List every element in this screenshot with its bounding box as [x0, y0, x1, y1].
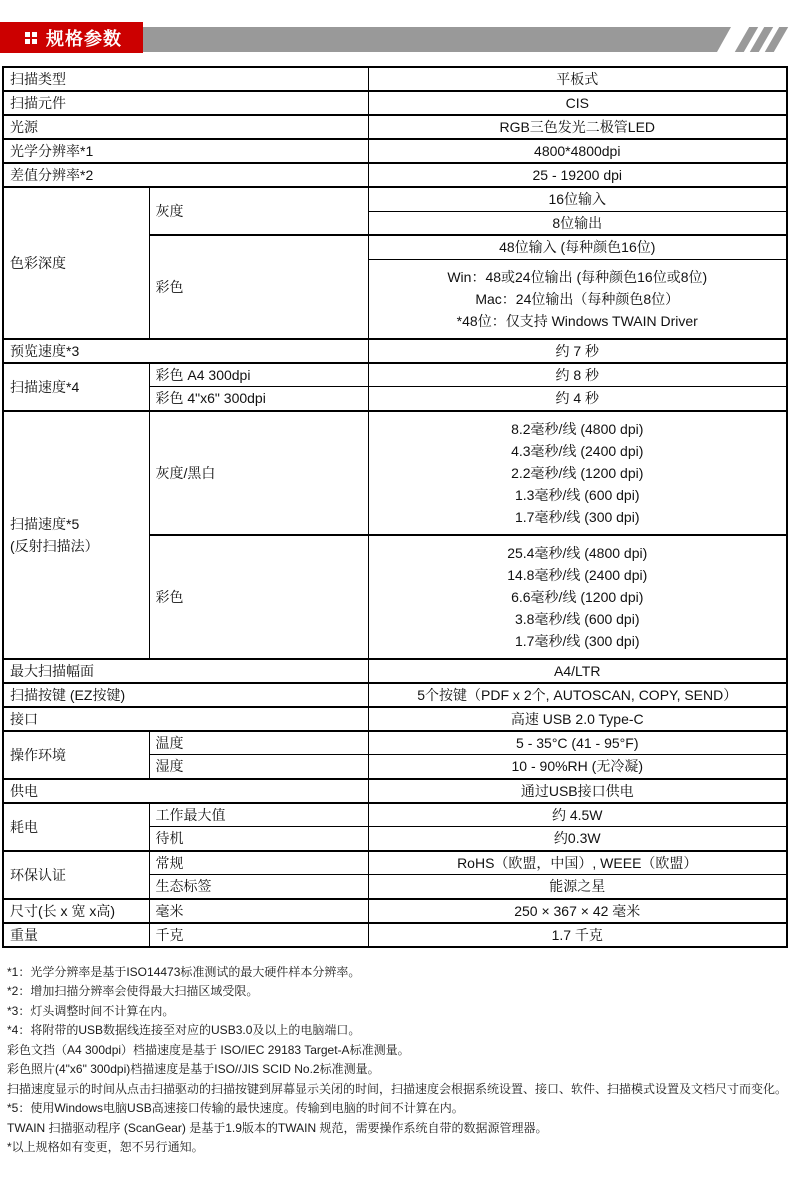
- table-row: [3, 851, 787, 875]
- spec-value-line: 6.6毫秒/线 (1200 dpi): [511, 588, 644, 605]
- banner-bar: [143, 27, 731, 52]
- spec-value-line: 1.7毫秒/线 (300 dpi): [515, 632, 640, 649]
- spec-value: 48位输入 (每种颜色16位): [368, 235, 787, 259]
- section-banner: [0, 0, 790, 62]
- spec-value: 10 - 90%RH (无冷凝): [368, 755, 787, 779]
- table-row: [3, 411, 787, 535]
- spec-value-line: 14.8毫秒/线 (2400 dpi): [507, 566, 648, 583]
- spec-label: 光学分辨率*1: [3, 139, 368, 163]
- spec-value: 能源之星: [368, 875, 787, 899]
- spec-table: [2, 66, 788, 948]
- spec-value-line: Mac：24位输出（每种颜色8位）: [475, 290, 680, 307]
- spec-value-line: 2.2毫秒/线 (1200 dpi): [511, 464, 644, 481]
- spec-sublabel: 温度: [149, 731, 368, 755]
- spec-value: 16位输入: [368, 187, 787, 211]
- section-title-box: [0, 22, 143, 53]
- table-row: [3, 67, 787, 91]
- footnote-line: *5：使用Windows电脑USB高速接口传输的最快速度。传输到电脑的时间不计算在内。: [7, 1101, 464, 1115]
- spec-value: RGB三色发光二极管LED: [368, 115, 787, 139]
- table-row: [3, 91, 787, 115]
- spec-value-multiline: [368, 411, 787, 535]
- table-row: [3, 731, 787, 755]
- spec-value: 约 7 秒: [368, 339, 787, 363]
- spec-value: A4/LTR: [368, 659, 787, 683]
- spec-label: 耗电: [3, 803, 149, 851]
- spec-sublabel: 彩色: [149, 535, 368, 659]
- spec-label: 供电: [3, 779, 368, 803]
- table-row: [3, 163, 787, 187]
- diagonal-stripes-decoration: [742, 27, 781, 52]
- spec-sublabel: 毫米: [149, 899, 368, 923]
- spec-sublabel: 生态标签: [149, 875, 368, 899]
- spec-value-multiline: [368, 535, 787, 659]
- table-row: [3, 923, 787, 947]
- spec-label: 环保认证: [3, 851, 149, 899]
- footnote-line: *1：光学分辨率是基于ISO14473标准测试的最大硬件样本分辨率。: [7, 964, 361, 979]
- spec-value-line: Win：48或24位输出 (每种颜色16位或8位): [447, 268, 708, 285]
- spec-label: 色彩深度: [3, 187, 149, 339]
- table-row: [3, 899, 787, 923]
- spec-value-line: 1.7毫秒/线 (300 dpi): [515, 508, 640, 525]
- spec-label: 扫描元件: [3, 91, 368, 115]
- footnote-line: *2：增加扫描分辨率会使得最大扫描区域受限。: [7, 984, 259, 998]
- spec-label: 接口: [3, 707, 368, 731]
- spec-value-multiline: [368, 259, 787, 339]
- spec-label: 扫描速度*4: [3, 363, 149, 411]
- spec-value: 4800*4800dpi: [368, 139, 787, 163]
- spec-value: 25 - 19200 dpi: [368, 163, 787, 187]
- spec-label-line: (反射扫描法）: [10, 537, 99, 554]
- footnote-line: 彩色照片(4"x6" 300dpi)档描速度是基于ISO//JIS SCID No.2标准测量。: [7, 1062, 380, 1076]
- spec-value: 平板式: [368, 67, 787, 91]
- spec-value-line: 8.2毫秒/线 (4800 dpi): [511, 420, 644, 437]
- spec-sublabel: 工作最大值: [149, 803, 368, 827]
- spec-label: 差值分辨率*2: [3, 163, 368, 187]
- spec-label: 预览速度*3: [3, 339, 368, 363]
- spec-value: 5个按键（PDF x 2个, AUTOSCAN, COPY, SEND）: [368, 683, 787, 707]
- spec-label: 扫描类型: [3, 67, 368, 91]
- spec-value: 约 4.5W: [368, 803, 787, 827]
- spec-value-line: 4.3毫秒/线 (2400 dpi): [511, 442, 644, 459]
- table-row: [3, 659, 787, 683]
- grid-dots-icon: [25, 32, 37, 44]
- footnote-line: TWAIN 扫描驱动程序 (ScanGear) 是基于1.9版本的TWAIN 规范，需要操作系统自带的数据源管理器。: [7, 1120, 548, 1135]
- spec-value-line: 25.4毫秒/线 (4800 dpi): [507, 544, 648, 561]
- footnote-line: 扫描速度显示的时间从点击扫描驱动的扫描按键到屏幕显示关闭的时间，扫描速度会根据系统设置、接口、软件、扫描模式设置及文档尺寸而变化。: [7, 1081, 788, 1096]
- table-row: [3, 707, 787, 731]
- table-row: [3, 363, 787, 387]
- spec-sublabel: 湿度: [149, 755, 368, 779]
- spec-value: 1.7 千克: [368, 923, 787, 947]
- spec-label: [3, 411, 149, 659]
- spec-value: 约 8 秒: [368, 363, 787, 387]
- spec-value: 约 4 秒: [368, 387, 787, 411]
- spec-sublabel: 千克: [149, 923, 368, 947]
- spec-label: 扫描按键 (EZ按键): [3, 683, 368, 707]
- spec-sublabel: 彩色 A4 300dpi: [149, 363, 368, 387]
- spec-value: 通过USB接口供电: [368, 779, 787, 803]
- spec-value: 约0.3W: [368, 827, 787, 851]
- spec-label: 尺寸(长 x 宽 x高): [3, 899, 149, 923]
- footnote-line: 彩色文挡（A4 300dpi）档描速度是基于 ISO/IEC 29183 Target-A标准测量。: [7, 1042, 410, 1057]
- footnote-line: *以上规格如有变更，恕不另行通知。: [7, 1140, 204, 1154]
- spec-sublabel: 待机: [149, 827, 368, 851]
- spec-label-line: 扫描速度*5: [10, 515, 80, 532]
- spec-sublabel: 灰度/黑白: [149, 411, 368, 535]
- spec-sublabel: 彩色 4"x6" 300dpi: [149, 387, 368, 411]
- footnote-line: *4：将附带的USB数据线连接至对应的USB3.0及以上的电脑端口。: [7, 1023, 361, 1037]
- spec-sublabel: 彩色: [149, 235, 368, 339]
- spec-value: RoHS（欧盟，中国）, WEEE（欧盟）: [368, 851, 787, 875]
- spec-label: 最大扫描幅面: [3, 659, 368, 683]
- spec-sublabel: 灰度: [149, 187, 368, 235]
- spec-value: CIS: [368, 91, 787, 115]
- spec-label: 光源: [3, 115, 368, 139]
- section-title: 规格参数: [46, 28, 122, 49]
- table-row: [3, 339, 787, 363]
- table-row: [3, 187, 787, 211]
- spec-value-line: 3.8毫秒/线 (600 dpi): [515, 610, 640, 627]
- spec-value: 高速 USB 2.0 Type-C: [368, 707, 787, 731]
- spec-label: 操作环境: [3, 731, 149, 779]
- spec-label: 重量: [3, 923, 149, 947]
- spec-value-line: 1.3毫秒/线 (600 dpi): [515, 486, 640, 503]
- table-row: [3, 779, 787, 803]
- spec-value: 250 × 367 × 42 毫米: [368, 899, 787, 923]
- table-row: [3, 139, 787, 163]
- spec-sublabel: 常规: [149, 851, 368, 875]
- table-row: [3, 803, 787, 827]
- spec-value-line: *48位：仅支持 Windows TWAIN Driver: [456, 312, 698, 329]
- table-row: [3, 115, 787, 139]
- spec-value: 8位输出: [368, 211, 787, 235]
- table-row: [3, 683, 787, 707]
- spec-value: 5 - 35°C (41 - 95°F): [368, 731, 787, 755]
- footnote-line: *3：灯头调整时间不计算在内。: [7, 1003, 175, 1018]
- footnotes: [7, 963, 790, 1158]
